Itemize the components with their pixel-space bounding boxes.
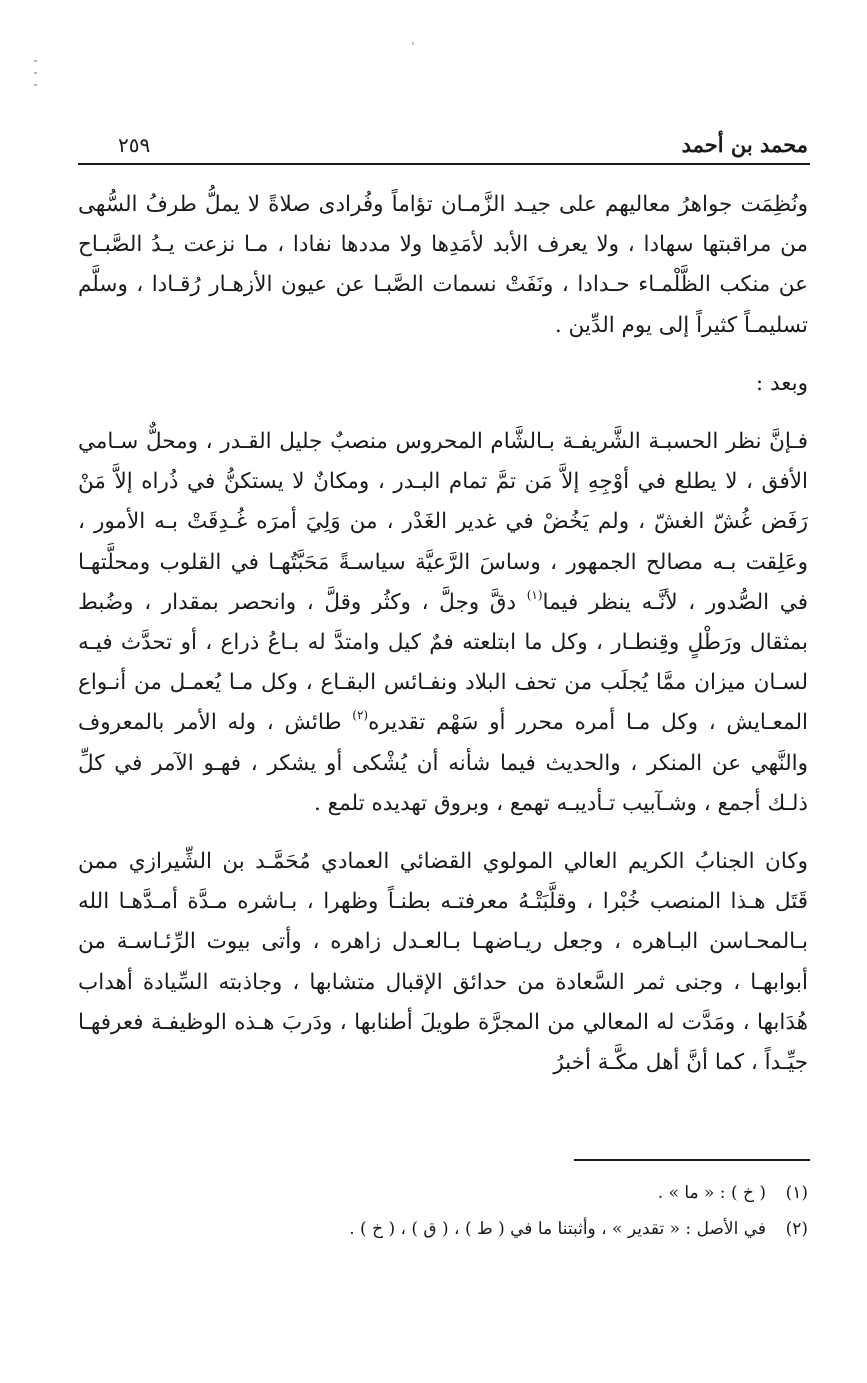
paragraph-gap xyxy=(78,346,808,364)
scan-artifact-tick xyxy=(412,42,414,45)
footnote-text: ( خ ) : « ما » . xyxy=(657,1183,766,1203)
header-rule xyxy=(78,163,810,165)
footnote-number: (٢) xyxy=(785,1219,808,1239)
paragraph-hisba xyxy=(78,422,808,824)
page-number: ٢٥٩ xyxy=(118,133,151,157)
footnote-text: في الأصل : « تقدير » ، وأثبتنا ما في ( ط ) ، ( ق ) ، ( خ ) . xyxy=(349,1219,766,1239)
footnote-number: (١) xyxy=(785,1183,808,1203)
paragraph-gap xyxy=(78,404,808,422)
footnote xyxy=(78,1178,808,1208)
footnotes xyxy=(78,1178,808,1250)
page-header xyxy=(78,130,808,164)
paragraph-janab: وكان الجنابُ الكريم العالي المولوي القضائي العمادي مُحَمَّـد بن الشِّيرازي ممن قَتَل هـذا المنصب خُبْرا ، وقلَّبَتْـهُ معرفتـه بطنـاً وظهرا ، بـاشره مـدَّة أمـدَّهـا الله بـالمحـاسن البـاهره ، وجعل ريـاضهـا بـالعـدل زاهره ، وأتى بيوت الرِّئـاسـة من أبوابهـا ، وجنى ثمر السَّعادة من حدائق الإقبال متشابها ، وجاذبته السِّيادة أهداب هُدَابها ، ومَدَّت له المعالي من المجرَّة طويلَ أطنابها ، ودَربَ هـذه الوظيفـة فعرفهـا جيِّـداً ، كما أنَّ أهل مكَّـة أخبرُ xyxy=(78,849,808,1076)
paragraph-wabaad: وبعد : xyxy=(755,370,808,396)
footnote-ref-1: (١) xyxy=(526,587,543,602)
scan-artifact xyxy=(30,50,50,110)
paragraph-hisba-part1: فـإنَّ نظر الحسبـة الشَّريفـة بـالشَّام المحروس منصبٌ جليل القـدر ، ومحلٌّ سـامي الأفق ، لا يطلع في أوْجِهِ إلاَّ مَن تمَّ تمام البـدر ، ومكانٌ لا يستكنُّ في ذُراه إلاَّ مَنْ رَفَض غُشّ الغشّ ، ولم يَخُضْ في غدير الغَدْر ، من وَلِيَ أمرَه غُـدِقَتْ بـه الأمور ، وعَلِقت بـه مصالح الجمهور ، وساسَ الرَّعيَّة سياسـةً مَحَبَّتُهـا في القلوب ومحلَّتهـا في الصُّدور ، لأنَّـه ينظر فيما xyxy=(78,429,808,615)
footnote-ref-2: (٢) xyxy=(352,708,369,723)
running-head: محمد بن أحمد xyxy=(681,132,808,157)
main-text xyxy=(78,185,808,1083)
footnote-rule xyxy=(574,1159,810,1161)
paragraph-gap xyxy=(78,824,808,842)
paragraph-salutation: ونُظِمَت جواهرُ معاليهم على جيـد الزَّمـان تؤاماً وفُرادى صلاةً لا يملُّ طرفُ السُّهى من مراقبتها سهادا ، ولا يعرف الأبد لأمَدِها ولا مددها نفادا ، مـا نزعت يـدُ الصَّبـاح عن منكب الظَّلْمـاء حـدادا ، ونَفَتْ نسمات الصَّبـا عن عيون الأزهـار رُقـادا ، وسلَّم تسليمـاً كثيراً إلى يوم الدِّين . xyxy=(78,192,808,338)
footnote xyxy=(78,1214,808,1244)
paragraph-hisba-part2: دقَّ وجلَّ ، وكثُر وقلَّ ، وانحصر بمقدار ، وضُبط بمثقال ورَطْلٍ وقِنطـار ، وكل ما ابتلعته فمٌ كيل وامتدَّ له بـاعُ ذراع ، أو تحدَّث فيـه لسـان ميزان ممَّا يُجلَب من تحف البلاد ونفـائس البقـاع ، وكل مـا يُعمـل من أنـواع المعـايش ، وكل مـا أمره محرر أو سَهْم تقديره xyxy=(78,589,808,736)
paragraph-hisba-part3: طائش ، وله الأمر بالمعروف والنَّهي عن المنكر ، والحديث فيما شأنه أن يُشْكى أو يشكر ، فهـو الآمر في كلِّ ذلـك أجمع ، وشـآبيب تـأديبـه تهمع ، وبروق تهديده تلمع . xyxy=(78,710,808,816)
